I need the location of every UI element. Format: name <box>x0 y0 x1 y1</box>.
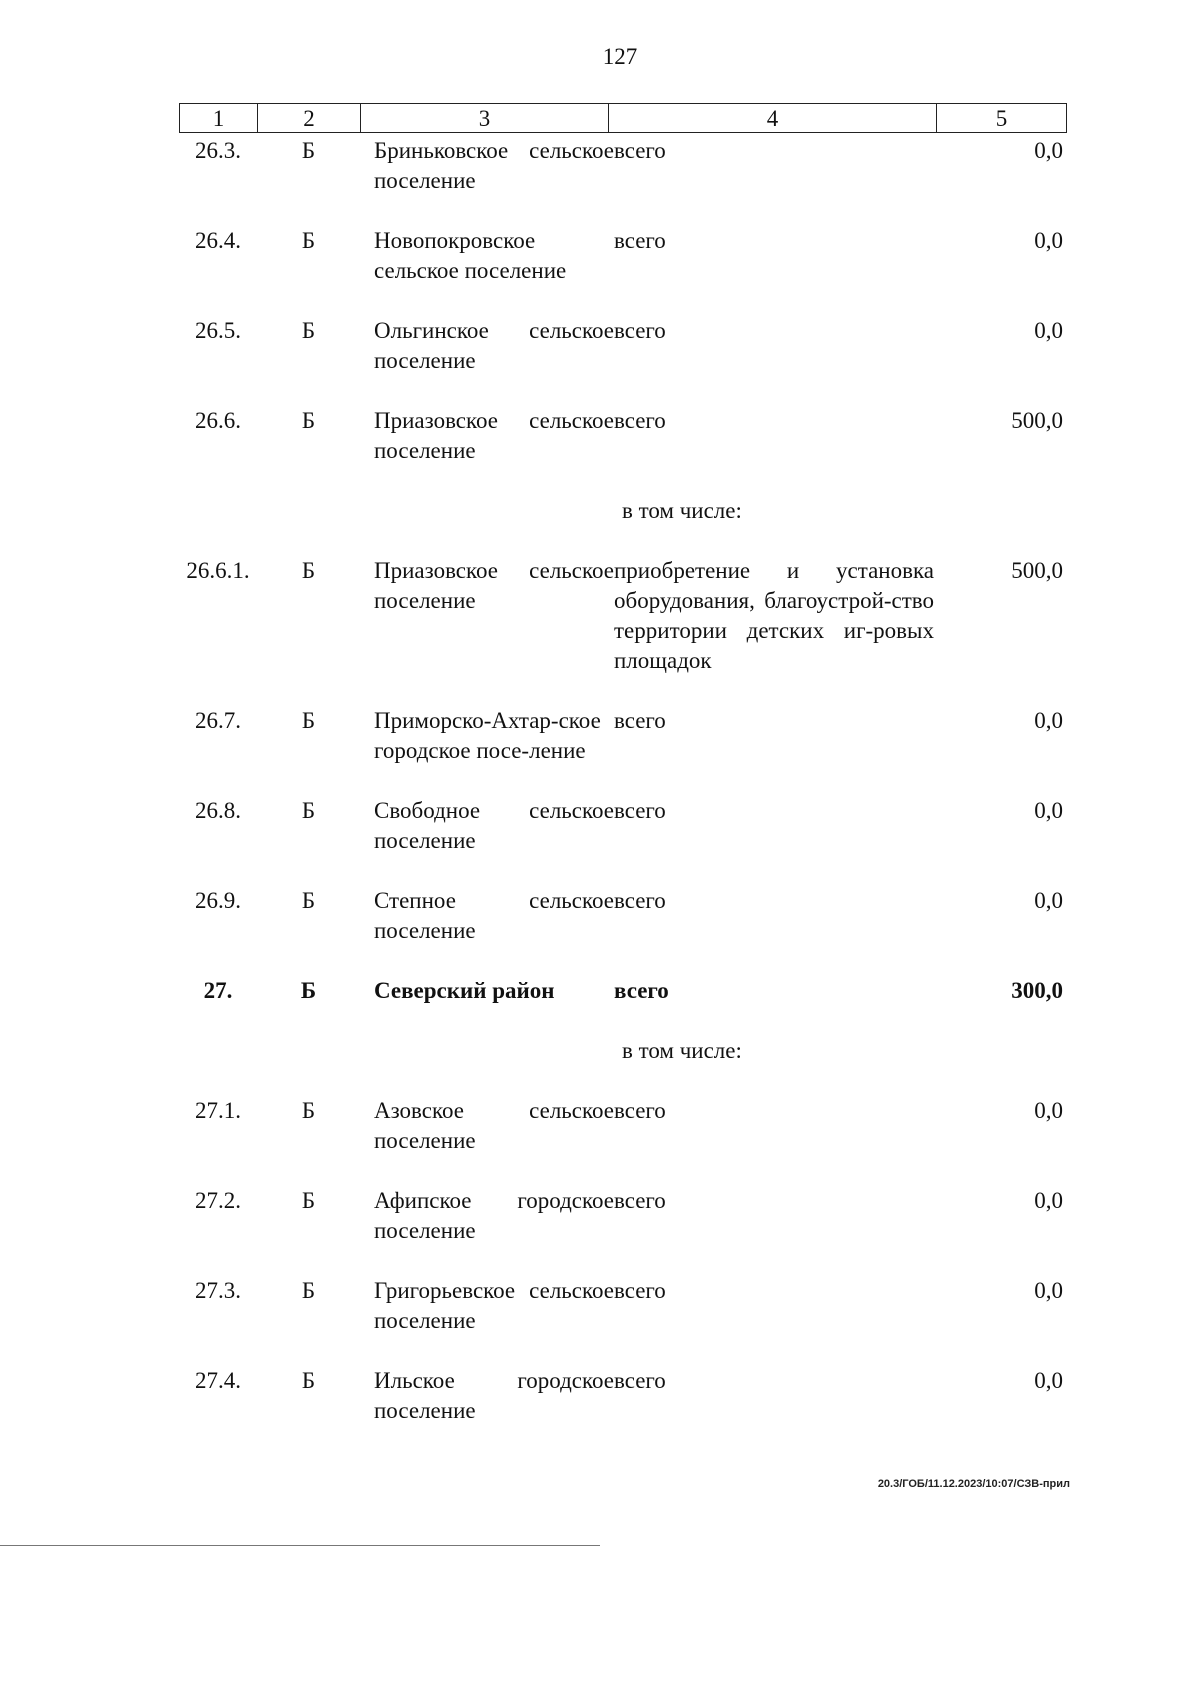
row-number: 27.1. <box>195 1098 241 1123</box>
row-description: всего <box>614 408 666 433</box>
table-row <box>179 796 1067 856</box>
table-row <box>179 1276 1067 1336</box>
header-col-3: 3 <box>361 104 609 132</box>
row-number: 27.3. <box>195 1278 241 1303</box>
row-value: 0,0 <box>1034 798 1063 823</box>
row-name: Приазовское сельское поселение <box>374 558 614 613</box>
row-category: Б <box>300 978 317 1003</box>
row-number: 27.2. <box>195 1188 241 1213</box>
row-description: всего <box>614 318 666 343</box>
table-row <box>179 706 1067 766</box>
row-category: Б <box>301 1278 316 1303</box>
row-value: 0,0 <box>1034 1098 1063 1123</box>
page-number: 127 <box>602 44 638 69</box>
row-category: Б <box>301 318 316 343</box>
table-row <box>179 316 1067 376</box>
table-row <box>179 976 1067 1006</box>
row-category: Б <box>301 888 316 913</box>
row-value: 0,0 <box>1034 318 1063 343</box>
row-category: Б <box>301 1098 316 1123</box>
bottom-divider <box>0 1545 600 1546</box>
row-description: всего <box>614 228 666 253</box>
row-value: 500,0 <box>1011 558 1063 583</box>
row-number: 26.3. <box>195 138 241 163</box>
row-value: 0,0 <box>1034 1278 1063 1303</box>
row-value: 0,0 <box>1034 228 1063 253</box>
row-name: Свободное сельское поселение <box>374 798 614 853</box>
row-name: Афипское городское поселение <box>374 1188 614 1243</box>
row-number: 26.5. <box>195 318 241 343</box>
note-spacer <box>179 1036 622 1066</box>
row-category: Б <box>301 708 316 733</box>
row-number: 26.9. <box>195 888 241 913</box>
row-name: Ильское городское поселение <box>374 1368 614 1423</box>
row-description: приобретение и установка оборудования, благоустрой-ство территории детских иг-ровых площадок <box>614 558 934 673</box>
row-value: 300,0 <box>1011 978 1063 1003</box>
row-description: всего <box>614 978 669 1003</box>
row-name: Григорьевское сельское поселение <box>374 1278 614 1333</box>
note-text: в том числе: <box>622 498 742 523</box>
row-category: Б <box>301 558 316 583</box>
row-number: 26.4. <box>195 228 241 253</box>
row-category: Б <box>301 1188 316 1213</box>
row-category: Б <box>301 408 316 433</box>
table-row <box>179 886 1067 946</box>
row-name: Бриньковское сельское поселение <box>374 138 614 193</box>
row-number: 26.8. <box>195 798 241 823</box>
table-note-row <box>179 496 1067 526</box>
row-name: Северский район <box>374 978 555 1003</box>
table-row <box>179 226 1067 286</box>
row-name: Азовское сельское поселение <box>374 1098 614 1153</box>
header-col-4: 4 <box>609 104 937 132</box>
row-name: Ольгинское сельское поселение <box>374 318 614 373</box>
row-name: Новопокровское сельское поселение <box>374 228 567 283</box>
row-value: 500,0 <box>1011 408 1063 433</box>
row-number: 27. <box>203 978 233 1003</box>
row-description: всего <box>614 1278 666 1303</box>
table-body <box>179 136 1067 1426</box>
table-row <box>179 406 1067 466</box>
row-number: 26.7. <box>195 708 241 733</box>
row-name: Приморско-Ахтар-ское городское посе-ление <box>374 708 601 763</box>
table-row <box>179 1096 1067 1156</box>
row-number: 27.4. <box>195 1368 241 1393</box>
row-value: 0,0 <box>1034 1368 1063 1393</box>
row-category: Б <box>301 798 316 823</box>
row-number: 26.6. <box>195 408 241 433</box>
table-row <box>179 556 1067 676</box>
row-description: всего <box>614 798 666 823</box>
table-row <box>179 1186 1067 1246</box>
note-text: в том числе: <box>622 1038 742 1063</box>
row-description: всего <box>614 1098 666 1123</box>
row-category: Б <box>301 138 316 163</box>
header-col-5: 5 <box>995 106 1008 131</box>
row-name: Приазовское сельское поселение <box>374 408 614 463</box>
row-name: Степное сельское поселение <box>374 888 614 943</box>
header-col-2: 2 <box>258 104 361 132</box>
row-category: Б <box>301 1368 316 1393</box>
row-description: всего <box>614 138 666 163</box>
table-note-row <box>179 1036 1067 1066</box>
table-row <box>179 1366 1067 1426</box>
header-col-1: 1 <box>180 104 258 132</box>
table-row <box>179 136 1067 196</box>
row-value: 0,0 <box>1034 708 1063 733</box>
row-value: 0,0 <box>1034 1188 1063 1213</box>
table-header <box>179 103 1067 133</box>
row-value: 0,0 <box>1034 888 1063 913</box>
row-value: 0,0 <box>1034 138 1063 163</box>
row-description: всего <box>614 708 666 733</box>
row-description: всего <box>614 1368 666 1393</box>
document-code: 20.3/ГОБ/11.12.2023/10:07/СЗВ-прил <box>877 1478 1070 1490</box>
row-description: всего <box>614 1188 666 1213</box>
row-category: Б <box>301 228 316 253</box>
row-description: всего <box>614 888 666 913</box>
row-number: 26.6.1. <box>186 558 250 583</box>
note-spacer <box>179 496 622 526</box>
